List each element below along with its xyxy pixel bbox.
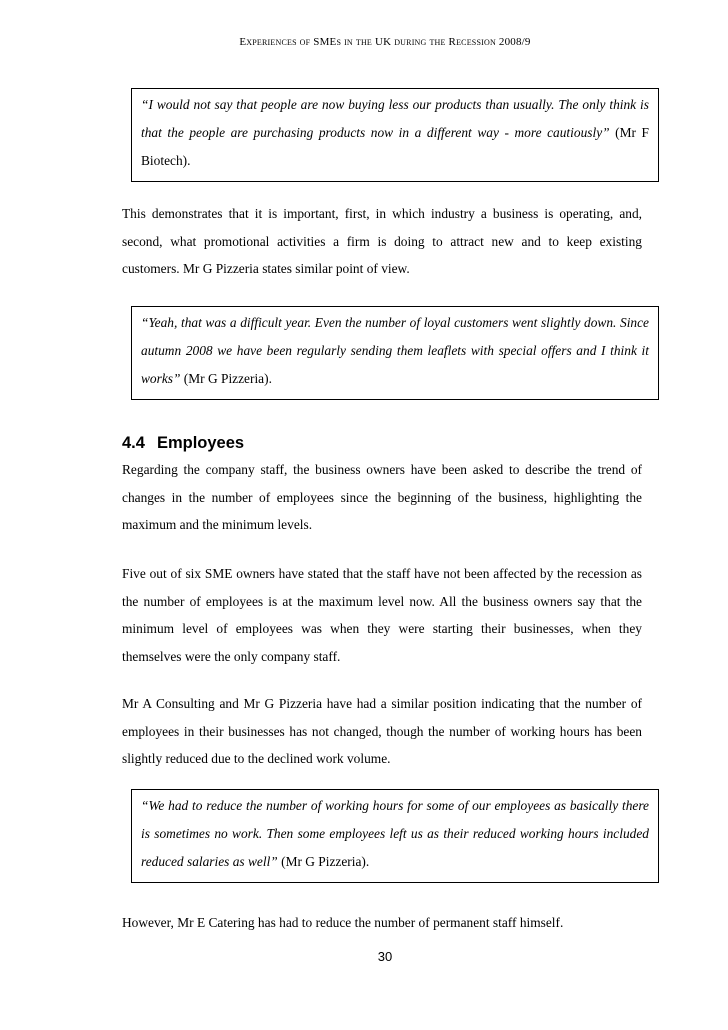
section-number: 4.4 <box>122 434 145 452</box>
quote-attribution: (Mr G Pizzeria). <box>180 371 272 386</box>
body-paragraph: Mr A Consulting and Mr G Pizzeria have had a similar position indicating that the number of employees in their businesses has not changed, though the number of working hours has been slightly reduced due to the declined work volume. <box>122 696 642 766</box>
section-title: Employees <box>156 434 245 452</box>
page-number: 30 <box>377 949 393 964</box>
body-paragraph: This demonstrates that it is important, first, in which industry a business is operating, and, second, what promotional activities a firm is doing to attract new and to keep existing customers. Mr G Pizzeria states similar point of view. <box>122 206 642 276</box>
quote-attribution: (Mr G Pizzeria). <box>277 854 370 869</box>
quote-box-biotech <box>131 88 659 182</box>
section-heading <box>122 434 244 453</box>
quote-attribution: (Mr F Biotech). <box>141 125 650 168</box>
body-paragraph: However, Mr E Catering has had to reduce the number of permanent staff himself. <box>122 915 564 930</box>
body-paragraph: Regarding the company staff, the business owners have been asked to describe the trend of changes in the number of employees since the beginning of the business, highlighting the maximum and the minimum levels. <box>122 462 642 532</box>
quote-text: “I would not say that people are now buying less our products than usually. The only think is that the people are purchasing products now in a different way - more cautiously” <box>141 97 649 140</box>
quote-box-pizzeria-hours <box>131 789 659 883</box>
quote-text: “Yeah, that was a difficult year. Even the number of loyal customers went slightly down. Since autumn 2008 we have been regularly sending them leaflets with special offers and I think it works” <box>141 315 649 386</box>
body-paragraph: Five out of six SME owners have stated that the staff have not been affected by the recession as the number of employees is at the maximum level now. All the business owners say that the minimum level of employees was when they were starting their businesses, when they themselves were the only company staff. <box>122 566 642 664</box>
quote-text: “We had to reduce the number of working hours for some of our employees as basically there is sometimes no work. Then some employees left us as their reduced working hours included reduced salaries as well” <box>141 798 649 869</box>
running-header: Experiences of SMEs in the UK during the Recession 2008/9 <box>239 36 531 48</box>
quote-box-pizzeria-leaflets <box>131 306 659 400</box>
